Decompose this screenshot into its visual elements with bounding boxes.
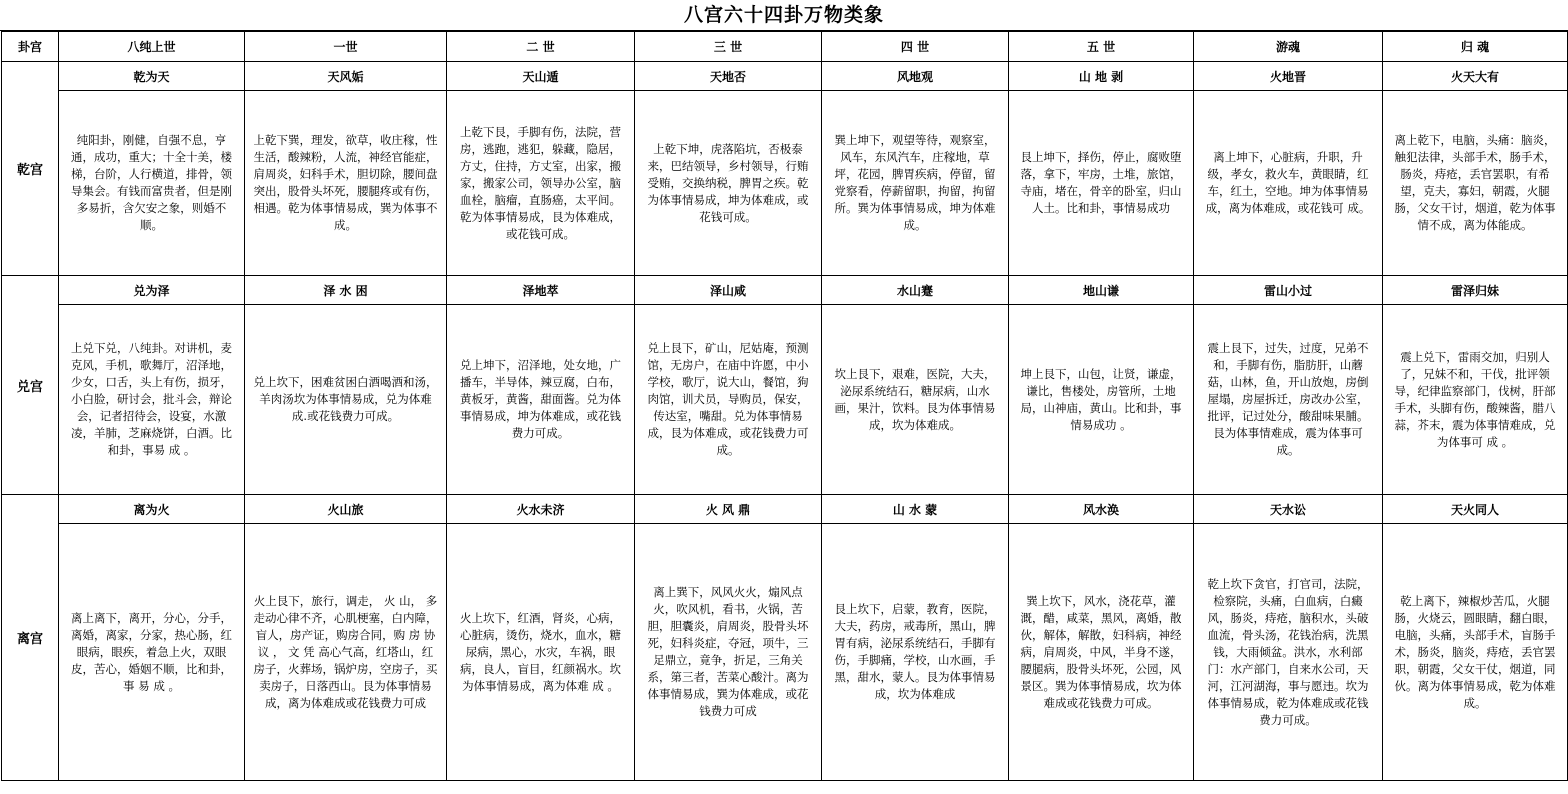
header-returning: 归 魂 (1383, 32, 1568, 62)
gua-description-text: 巽上坤下，观望等待，观察室，风车，东风汽车，庄稼地，草坪，花园，脾胃疾病，停留，留党察看，停薪留职，拘留，拘留所。巽为体事情易成，坤为体难成。 (834, 133, 996, 232)
gua-description (245, 91, 447, 276)
gua-description (59, 91, 245, 276)
gua-description-text: 震上艮下，过失，过度，兄弟不和，手脚有伤，脂肪肝，山蘑菇，山林，鱼，开山放炮，房倒屋塌，房屋拆迁，房改办公室，批评，记过处分，酸甜味果脯。艮为体事情难成，震为体事可成。 (1207, 341, 1369, 457)
header-wandering: 游魂 (1194, 32, 1383, 62)
gua-name: 风水涣 (1009, 495, 1194, 524)
gua-description-text: 离上坤下，心脏病，升职，升级，孝女，救火车，黄眼睛，红车，红土，空地。坤为体事情易成，离为体难成，或花钱可 成。 (1205, 150, 1371, 215)
gua-name: 天火同人 (1383, 495, 1568, 524)
gua-description-text: 艮上坤下，择伤，停止，腐败堕落，拿下，牢房，土堆，旅馆，寺庙，堵在，骨辛的卧室，归山人土。比和卦，事情易成功 (1020, 150, 1182, 215)
gua-name: 雷山小过 (1194, 276, 1383, 305)
gua-description-text: 乾上坎下贪官，打官司，法院，检察院，头痛，白血病，白癜风，肠炎，痔疮，脑积水，头破血流，骨头汤，花钱治病，洗黑钱，大雨倾盆。洪水，水利部门：水产部门，自来水公司，天河，江河湖海，事与愿违。坎为体事情易成，乾为体难成或花钱费力可成。 (1207, 576, 1369, 727)
gua-name: 乾为天 (59, 62, 245, 91)
gua-description-text: 兑上艮下，矿山，尼姑庵，预测馆，无房户，在庙中许愿，中小学校，歌厅，说大山，餐馆，狗肉馆，训犬员，导购员，保安，传达室，嘴甜。兑为体事情易成，艮为体难成，或花钱费力可成。 (647, 341, 809, 457)
gua-name: 火山旅 (245, 495, 447, 524)
gua-name: 天风姤 (245, 62, 447, 91)
gua-description-text: 上兑下兑，八纯卦。对讲机，麦克风，手机，歌舞厅，沼泽地，少女，口舌，头上有伤，损牙，小白脸，研讨会，批斗会，辩论会，记者招待会，设宴，水激凌，羊肺，芝麻烧饼，白酒。比和卦，事易 成 。 (71, 341, 232, 457)
gua-name: 山 水 蒙 (822, 495, 1009, 524)
gua-name: 离为火 (59, 495, 245, 524)
gua-name: 山 地 剥 (1009, 62, 1194, 91)
gua-description (245, 524, 447, 781)
gua-name: 雷泽归妹 (1383, 276, 1568, 305)
gua-description (635, 91, 822, 276)
gua-name: 火地晋 (1194, 62, 1383, 91)
gua-name: 泽 水 困 (245, 276, 447, 305)
header-row (2, 32, 1568, 62)
header-gen3: 三 世 (635, 32, 822, 62)
gua-description (635, 524, 822, 781)
gua-description (822, 524, 1009, 781)
gua-description (447, 91, 635, 276)
gua-name: 天山遁 (447, 62, 635, 91)
gua-name: 泽山咸 (635, 276, 822, 305)
header-gen5: 五 世 (1009, 32, 1194, 62)
gua-description-text: 火上艮下，旅行，调走， 火 山， 多走动心律不齐，心肌梗塞，白内障，盲人，房产证，购房合同，购 房 协 议 ， 文 凭 高心气高，红塔山，红房子，火葬场，锅炉房，空房子，买卖房子，日落西山。艮为体事情易成，离为体难成或花钱费力可成 (253, 593, 438, 710)
gua-description (822, 305, 1009, 495)
gua-name: 天地否 (635, 62, 822, 91)
gua-description-text: 兑上坎下，困难贫困白酒喝酒和汤，羊肉汤坎为体事情易成，兑为体难成.或花钱费力可成。 (253, 375, 438, 423)
header-pure: 八纯上世 (59, 32, 245, 62)
gua-desc-row (2, 91, 1568, 276)
gua-description-text: 震上兑下，雷雨交加，归别人了，兄妹不和，干伐，批评领导，纪律监察部门，伐树，肝部手术，头脚有伤，酸辣酱，腊八蒜，芥末，震为体事情难成，兑为体事可 成 。 (1394, 349, 1556, 449)
gua-description (1383, 305, 1568, 495)
gua-description-text: 上乾下巽，理发，欲草，收庄稼，性生活，酸辣粉，人流，神经官能症，肩周炎，妇科手术，胆切除，腰间盘突出，股骨头坏死，腰腿疼或有伤，相遇。乾为体事情易成，巽为体事不成。 (253, 133, 438, 232)
hexagram-table (1, 31, 1568, 781)
gua-description (1009, 91, 1194, 276)
gua-description-text: 火上坎下，红酒，肾炎，心病，心脏病，烫伤，烧水，血水，糖尿病，黑心，水灾，车祸，眼病，良人，盲目，红颜祸水。坎为体事情易成，离为体难 成 。 (460, 610, 621, 693)
gua-description-text: 离上离下，离开，分心，分手，离婚，离家，分家，热心肠，红眼病，眼疾，着急上火，双眼皮，苦心，婚姻不顺，比和卦， 事 易 成 。 (71, 610, 232, 693)
gua-description (59, 305, 245, 495)
gua-desc-row (2, 524, 1568, 781)
gua-description-text: 上乾下坤，虎落陷坑，否极泰来，巴结领导，乡村领导，行贿受贿，交换纳税，脾胃之疾。乾为体事情易成，坤为体难成，或花钱可成。 (647, 141, 809, 224)
header-palace: 卦宫 (2, 32, 59, 62)
gua-name: 水山蹇 (822, 276, 1009, 305)
gua-name: 泽地萃 (447, 276, 635, 305)
page-title: 八宫六十四卦万物类象 (0, 0, 1568, 31)
gua-description-text: 艮上坎下，启蒙，教育，医院，大夫，药房，戒毒所，黑山，脾胃有病，泌尿系统结石，手脚有伤，手脚痛，学校，山水画，手黑，甜水，蒙人。艮为体事情易成，坎为体难成 (834, 602, 996, 701)
gua-name-row (2, 62, 1568, 91)
gua-description-text: 离上乾下，电脑，头痛：脑炎，触犯法律，头部手术，肠手术，肠炎，痔疮，丢官罢职，有希望，克夫，寡妇，朝霞，火腿肠，父女干讨，烟道，乾为体事情不成，离为体能成。 (1394, 133, 1556, 232)
gua-name: 火水未济 (447, 495, 635, 524)
gua-name: 火 风 鼎 (635, 495, 822, 524)
gua-description (1383, 524, 1568, 781)
gua-description (635, 305, 822, 495)
palace-label: 兑宫 (2, 276, 59, 495)
gua-name: 天水讼 (1194, 495, 1383, 524)
gua-description (447, 524, 635, 781)
gua-description (245, 305, 447, 495)
gua-description (822, 91, 1009, 276)
header-gen2: 二 世 (447, 32, 635, 62)
gua-description-text: 纯阳卦，刚健，自强不息，亨通，成功，重大；十全十美，楼梯，台阶，人行横道，排骨，领导集会。有钱而富贵者，但是刚多易折，含欠安之象，则婚不顺。 (71, 133, 232, 232)
gua-name: 火天大有 (1383, 62, 1568, 91)
gua-description-text: 坤上艮下，山包，让贤，谦虚，谦比，售楼处，房管所，土地局，山神庙，黄山。比和卦，事情易成功 。 (1020, 366, 1182, 432)
gua-description (1194, 91, 1383, 276)
gua-description (1194, 305, 1383, 495)
gua-description-text: 乾上离下，辣椒炒苦瓜，火腿肠，火烧云，圆眼睛，翻白眼，电脑，头痛，头部手术，盲肠手术，肠炎，脑炎，痔疮，丢官罢职，朝霞，父女干仗，烟道，同伙。离为体事情易成，乾为体难成。 (1394, 593, 1556, 710)
gua-name-row (2, 495, 1568, 524)
header-gen1: 一世 (245, 32, 447, 62)
gua-description-text: 坎上艮下，艰难，医院，大夫，泌尿系统结石，糖尿病，山水画，果汁，饮料。艮为体事情易成，坎为体难成。 (834, 366, 996, 432)
gua-description-text: 兑上坤下，沼泽地，处女地，广播车，半导体，辣豆腐，白布，黄板牙，黄酱，甜面酱。兑为体事情易成，坤为体难成，或花钱费力可成。 (460, 358, 621, 440)
gua-description (1194, 524, 1383, 781)
gua-desc-row (2, 305, 1568, 495)
gua-description (1383, 91, 1568, 276)
gua-description-text: 巽上坎下，风水，浇花草，灌溉，醋，咸菜，黑风，离婚，散伙，解体，解散，妇科病，神经病，肩周炎，中风，半身不遂，腰腿病，股骨头坏死，公园，风景区。巽为体事情易成，坎为体难成或花钱费力可成。 (1020, 593, 1182, 710)
gua-name: 地山谦 (1009, 276, 1194, 305)
header-gen4: 四 世 (822, 32, 1009, 62)
gua-name: 兑为泽 (59, 276, 245, 305)
gua-description-text: 上乾下艮，手脚有伤，法院，营房，逃跑，逃犯，躲藏，隐居，方丈，住持，方丈室，出家，搬家，搬家公司，领导办公室，脑血栓，脑瘤，直肠癌，太平间。乾为体事情易成，艮为体难成，或花钱可成。 (460, 124, 621, 241)
palace-label: 离宫 (2, 495, 59, 781)
gua-description-text: 离上巽下，风风火火，煽风点火，吹风机，看书，火锅，苦胆，胆囊炎，肩周炎，股骨头坏死，妇科炎症，夺冠，项牛，三足鼎立，竟争，折足，三角关系，第三者，苦菜心酸汁。离为体事情易成，巽为体难成，或花钱费力可成 (647, 585, 809, 718)
gua-description (1009, 305, 1194, 495)
gua-description (59, 524, 245, 781)
gua-name-row (2, 276, 1568, 305)
gua-name: 风地观 (822, 62, 1009, 91)
palace-label: 乾宫 (2, 62, 59, 276)
gua-description (1009, 524, 1194, 781)
gua-description (447, 305, 635, 495)
